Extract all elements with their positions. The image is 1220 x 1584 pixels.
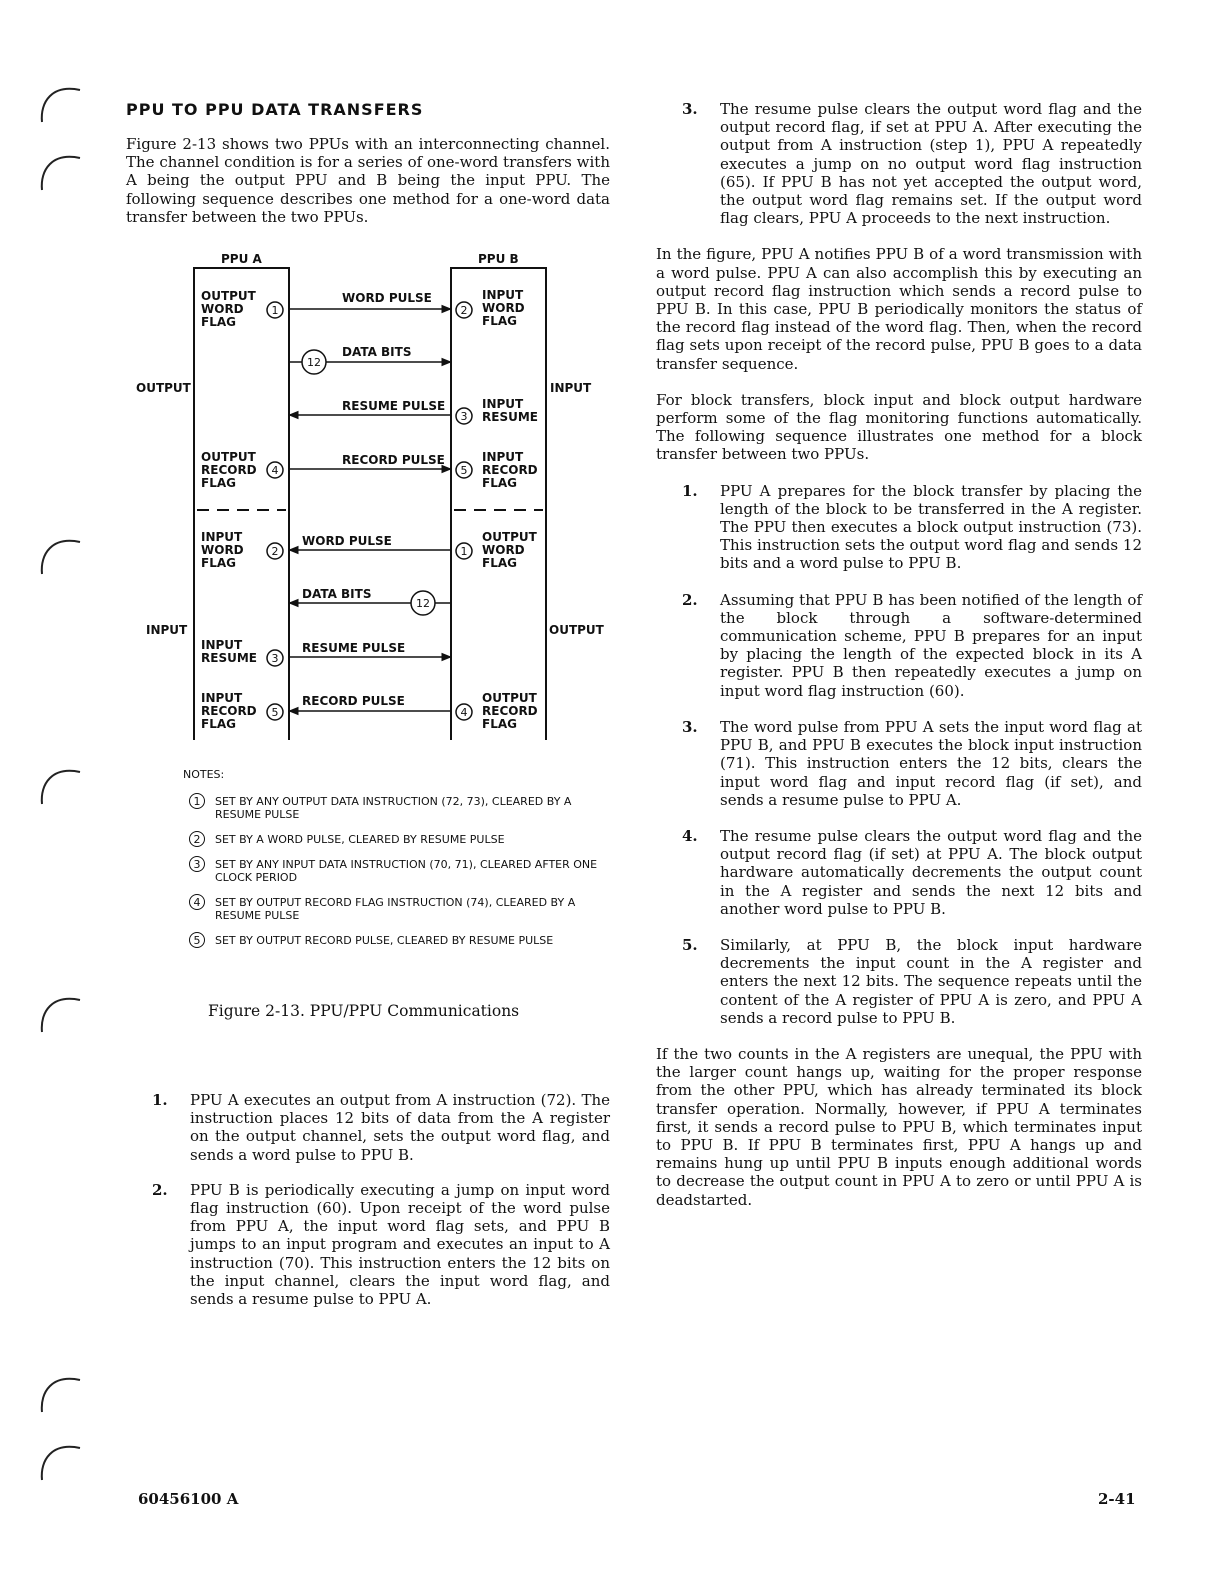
paragraph: For block transfers, block input and block output hardware perform some of the flag monitoring functions automatically. The following sequence illustrates one method for a block transfer between two PPUs. <box>656 390 1142 464</box>
note-item: 3 SET BY ANY INPUT DATA INSTRUCTION (70, 71), CLEARED AFTER ONE CLOCK PERIOD <box>183 858 603 884</box>
b-input-word-flag-label: INPUT WORD FLAG <box>482 288 525 328</box>
marker-3: 3 <box>271 652 279 665</box>
side-label-output-top: OUTPUT <box>136 381 191 395</box>
right-column <box>656 100 1142 1209</box>
note-item: 2 SET BY A WORD PULSE, CLEARED BY RESUME PULSE <box>183 833 603 846</box>
section-title: PPU TO PPU DATA TRANSFERS <box>126 100 424 119</box>
punch-hole-mark <box>36 988 86 1038</box>
ppu-a-box <box>194 268 289 740</box>
marker-2: 2 <box>460 304 468 317</box>
block-step-item: 3. The word pulse from PPU A sets the input word flag at PPU B, and PPU B executes the block input instruction (71). This instruction enters the 12 bits, clears the input word flag and input record flag (if set), and sends a resume pulse to PPU A. <box>682 717 1142 809</box>
word-pulse-label-top: WORD PULSE <box>342 291 432 305</box>
punch-hole-mark <box>36 760 86 810</box>
punch-hole-mark <box>36 146 86 196</box>
marker-4: 4 <box>460 706 468 719</box>
side-label-input-top: INPUT <box>550 381 592 395</box>
record-pulse-label-top: RECORD PULSE <box>342 453 445 467</box>
data-bits-label-top: DATA BITS <box>342 345 412 359</box>
marker-5: 5 <box>271 706 279 719</box>
marker-1: 1 <box>271 304 279 317</box>
marker-3: 3 <box>460 410 468 423</box>
b-input-record-flag-label: INPUT RECORD FLAG <box>482 450 538 490</box>
side-label-output-bottom: OUTPUT <box>549 623 604 637</box>
block-step-item: 4. The resume pulse clears the output word flag and the output record flag (if set) at PPU A. The block output hardware automatically decrements the output count in the A register and sends the next 12 bits and another word pulse to PPU B. <box>682 826 1142 918</box>
punch-hole-mark <box>36 78 86 128</box>
a-output-word-flag-label: OUTPUT WORD FLAG <box>201 289 256 329</box>
word-pulse-label-bottom: WORD PULSE <box>302 534 392 548</box>
step-item: 1. PPU A executes an output from A instruction (72). The instruction places 12 bits of data from the A register on the output channel, sets the output word flag, and sends a word pulse to PPU B. <box>152 1091 610 1164</box>
figure-caption: Figure 2-13. PPU/PPU Communications <box>208 1002 520 1020</box>
note-item: 4 SET BY OUTPUT RECORD FLAG INSTRUCTION (74), CLEARED BY A RESUME PULSE <box>183 896 603 922</box>
notes-title: NOTES: <box>183 768 225 781</box>
block-step-item: 2. Assuming that PPU B has been notified of the length of the block through a software-determined communication scheme, PPU B prepares for an input by placing the length of the expected block in its A register. PPU B then repeatedly executes a jump on input word flag instruction (60). <box>682 590 1142 700</box>
ppu-b-label: PPU B <box>478 252 519 266</box>
note-item: 5 SET BY OUTPUT RECORD PULSE, CLEARED BY RESUME PULSE <box>183 934 603 947</box>
resume-pulse-label-bottom: RESUME PULSE <box>302 641 406 655</box>
marker-12: 12 <box>416 597 430 610</box>
record-pulse-label-bottom: RECORD PULSE <box>302 694 405 708</box>
a-input-record-flag-label: INPUT RECORD FLAG <box>201 691 257 731</box>
paragraph: If the two counts in the A registers are unequal, the PPU with the larger count hangs up, waiting for the proper response from the other PPU, which has already terminated its block transfer operation. Normally, however, if PPU A terminates first, it sends a record pulse to PPU B, which terminates input to PPU B. If PPU B terminates first, PPU A hangs up and remains hung up until PPU B inputs enough additional words to decrease the output count in PPU A to zero or until PPU A is deadstarted. <box>656 1044 1142 1209</box>
b-input-resume-label: INPUT RESUME <box>482 397 538 424</box>
data-bits-label-bottom: DATA BITS <box>302 587 372 601</box>
left-column <box>126 100 610 226</box>
a-input-resume-label: INPUT RESUME <box>201 638 257 665</box>
paragraph: In the figure, PPU A notifies PPU B of a word transmission with a word pulse. PPU A can also accomplish this by executing an output record flag instruction which sends a record pulse to PPU B. In this case, PPU B periodically monitors the status of the record flag instead of the word flag. Then, when the record flag sets upon receipt of the record pulse, PPU B goes to a data transfer sequence. <box>656 245 1142 373</box>
resume-pulse-label-top: RESUME PULSE <box>342 399 446 413</box>
page-number: 2-41 <box>1098 1490 1136 1508</box>
intro-paragraph: Figure 2-13 shows two PPUs with an interconnecting channel. The channel condition is for a series of one-word transfers with A being the output PPU and B being the input PPU. The following sequence describes one method for a one-word data transfer between the two PPUs. <box>126 135 610 226</box>
ppu-communications-diagram <box>126 240 610 740</box>
a-output-record-flag-label: OUTPUT RECORD FLAG <box>201 450 257 490</box>
a-input-word-flag-label: INPUT WORD FLAG <box>201 530 244 570</box>
marker-5: 5 <box>460 464 468 477</box>
step-item: 3. The resume pulse clears the output word flag and the output record flag, if set at PPU A. After executing the output from A instruction (step 1), PPU A repeatedly executes a jump on no output word flag instruction (65). If PPU B has not yet accepted the output word, the output word flag remains set. If the output word flag clears, PPU A proceeds to the next instruction. <box>682 100 1142 228</box>
punch-hole-mark <box>36 1368 86 1418</box>
punch-hole-mark <box>36 1436 86 1486</box>
marker-12: 12 <box>307 356 321 369</box>
block-step-item: 5. Similarly, at PPU B, the block input hardware decrements the input count in the A register and enters the next 12 bits. The sequence repeats until the content of the A register of PPU A is zero, and PPU A sends a record pulse to PPU B. <box>682 935 1142 1027</box>
ppu-a-label: PPU A <box>221 252 262 266</box>
marker-1: 1 <box>460 545 468 558</box>
b-output-record-flag-label: OUTPUT RECORD FLAG <box>482 691 538 731</box>
document-number: 60456100 A <box>138 1490 239 1508</box>
ppu-b-box <box>451 268 546 740</box>
b-output-word-flag-label: OUTPUT WORD FLAG <box>482 530 537 570</box>
side-label-input-bottom: INPUT <box>146 623 188 637</box>
step-item: 2. PPU B is periodically executing a jump on input word flag instruction (60). Upon receipt of the word pulse from PPU A, the input word flag sets, and PPU B jumps to an input program and executes an input to A instruction (70). This instruction enters the 12 bits on the input channel, clears the input word flag, and sends a resume pulse to PPU A. <box>152 1180 610 1309</box>
block-step-item: 1. PPU A prepares for the block transfer by placing the length of the block to be transferred in the A register. The PPU then executes a block output instruction (73). This instruction sets the output word flag and sends 12 bits and a word pulse to PPU B. <box>682 481 1142 573</box>
note-item: 1 SET BY ANY OUTPUT DATA INSTRUCTION (72, 73), CLEARED BY A RESUME PULSE <box>183 795 603 821</box>
punch-hole-mark <box>36 530 86 580</box>
left-steps <box>126 1091 610 1308</box>
marker-2: 2 <box>271 545 279 558</box>
figure-notes <box>183 768 603 959</box>
marker-4: 4 <box>271 464 279 477</box>
